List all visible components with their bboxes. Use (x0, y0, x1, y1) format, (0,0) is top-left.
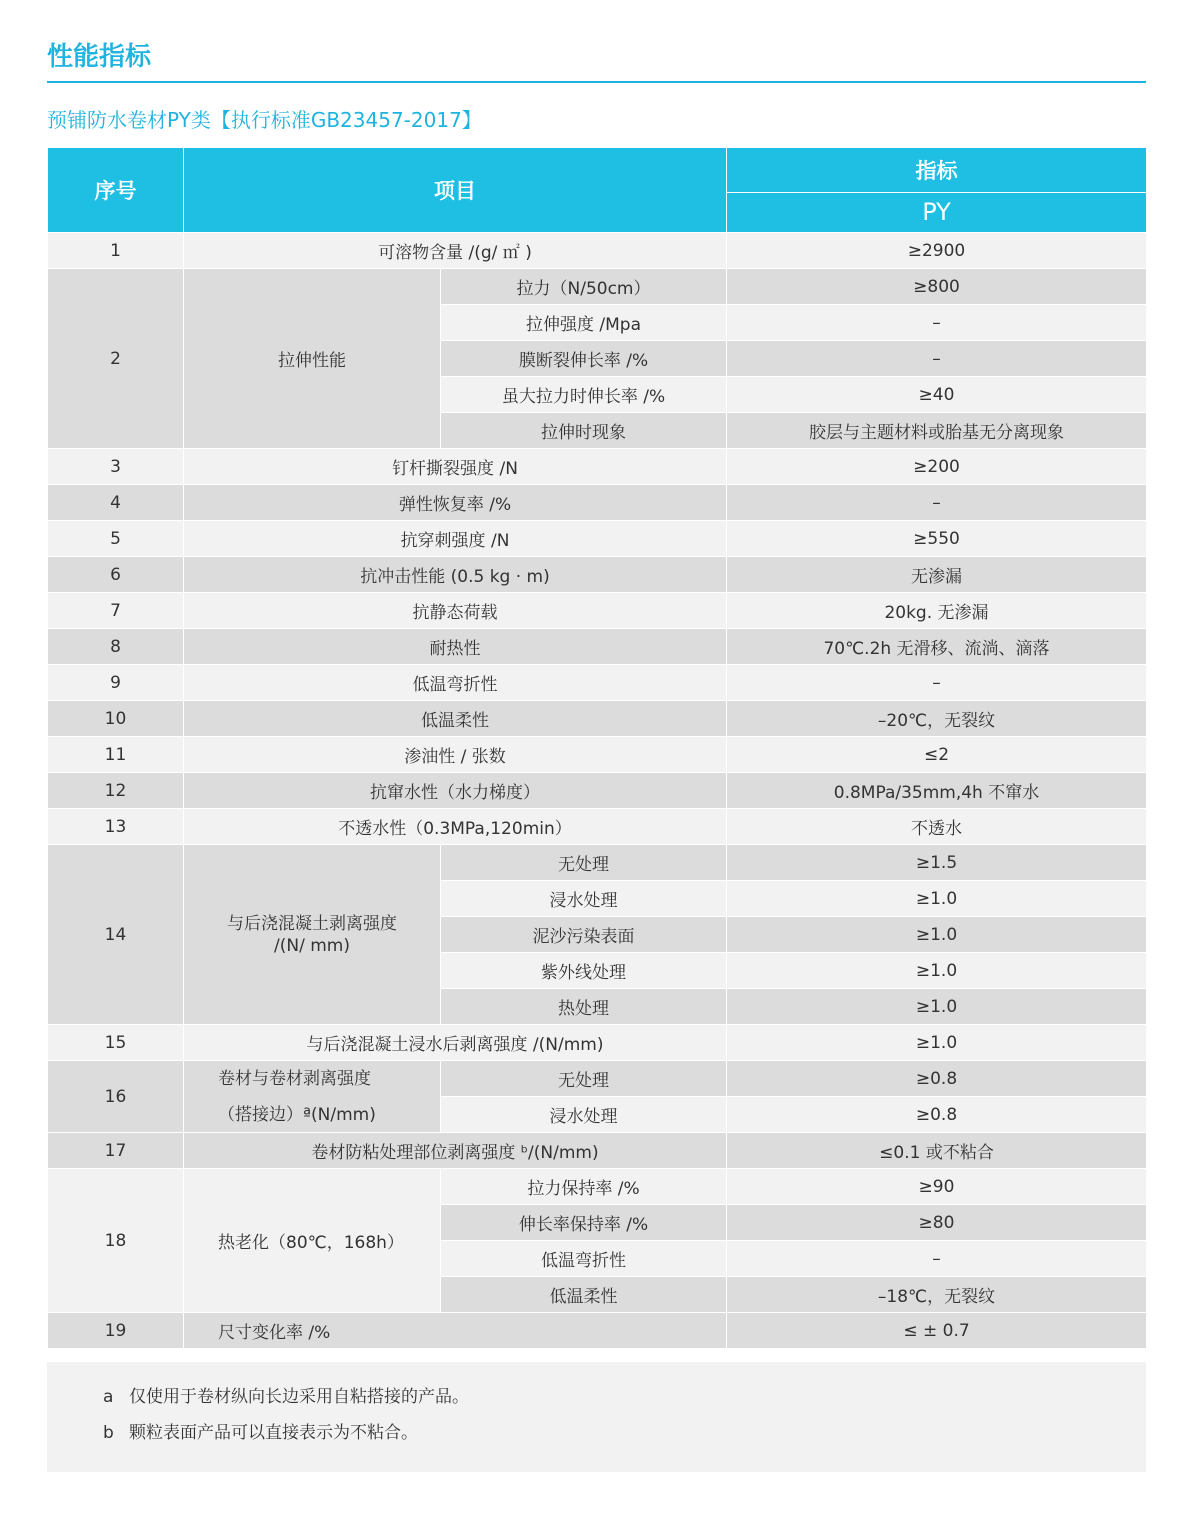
table-row (48, 1061, 1147, 1097)
table-row (48, 269, 1147, 305)
row-item: 抗穿刺强度 /N (184, 521, 727, 557)
row-item-line2: /(N/ mm) (274, 935, 350, 956)
row-value: 20kg. 无渗漏 (727, 593, 1147, 629)
table-row (48, 449, 1147, 485)
table-row (48, 1169, 1147, 1205)
row-sub-item: 膜断裂伸长率 /% (441, 341, 727, 377)
row-item: 不透水性（0.3MPa,120min） (184, 809, 727, 845)
row-seq: 9 (48, 665, 184, 701)
footnote-text: 颗粒表面产品可以直接表示为不粘合。 (129, 1423, 418, 1443)
table-row (48, 1133, 1147, 1169)
table-row (48, 557, 1147, 593)
row-sub-item: 无处理 (441, 1061, 727, 1097)
row-item: 抗冲击性能 (0.5 kg · m) (184, 557, 727, 593)
row-value: ≤ ± 0.7 (727, 1313, 1147, 1349)
row-seq: 1 (48, 233, 184, 269)
row-value: 70℃.2h 无滑移、流淌、滴落 (727, 629, 1147, 665)
table-row (48, 773, 1147, 809)
row-seq: 4 (48, 485, 184, 521)
row-seq: 2 (48, 269, 184, 449)
row-item: 卷材防粘处理部位剥离强度 ᵇ/(N/mm) (184, 1133, 727, 1169)
table-row (48, 809, 1147, 845)
footnote-mark: a (103, 1387, 114, 1407)
row-value: ≥1.0 (727, 953, 1147, 989)
table-row (48, 485, 1147, 521)
page-subtitle: 预铺防水卷材PY类【执行标准GB23457-2017】 (47, 108, 482, 132)
row-value: – (727, 485, 1147, 521)
row-item: 尺寸变化率 /% (184, 1313, 727, 1349)
row-item (184, 1061, 441, 1133)
row-value: ≥80 (727, 1205, 1147, 1241)
row-value: 胶层与主题材料或胎基无分离现象 (727, 413, 1147, 449)
row-sub-item: 拉伸强度 /Mpa (441, 305, 727, 341)
footnote-text: 仅使用于卷材纵向长边采用自粘搭接的产品。 (129, 1387, 469, 1407)
performance-table (47, 147, 1147, 1349)
row-sub-item: 伸长率保持率 /% (441, 1205, 727, 1241)
row-item-line2: （搭接边）ª(N/mm) (218, 1104, 376, 1125)
row-sub-item: 拉力保持率 /% (441, 1169, 727, 1205)
row-seq: 16 (48, 1061, 184, 1133)
row-item: 低温柔性 (184, 701, 727, 737)
row-value: – (727, 341, 1147, 377)
row-value: ≤2 (727, 737, 1147, 773)
row-item: 低温弯折性 (184, 665, 727, 701)
row-value: 无渗漏 (727, 557, 1147, 593)
row-seq: 10 (48, 701, 184, 737)
row-value: ≥550 (727, 521, 1147, 557)
row-seq: 12 (48, 773, 184, 809)
row-seq: 11 (48, 737, 184, 773)
row-sub-item: 低温弯折性 (441, 1241, 727, 1277)
row-sub-item: 浸水处理 (441, 1097, 727, 1133)
row-value: ≥800 (727, 269, 1147, 305)
row-seq: 18 (48, 1169, 184, 1313)
row-seq: 3 (48, 449, 184, 485)
row-item: 热老化（80℃，168h） (184, 1169, 441, 1313)
row-seq: 5 (48, 521, 184, 557)
row-value: ≥1.0 (727, 1025, 1147, 1061)
row-value: 不透水 (727, 809, 1147, 845)
row-sub-item: 拉力（N/50cm） (441, 269, 727, 305)
row-sub-item: 无处理 (441, 845, 727, 881)
row-item: 抗静态荷载 (184, 593, 727, 629)
header-indicator: 指标 (727, 148, 1147, 193)
footnote-a (103, 1382, 469, 1407)
header-item: 项目 (184, 148, 727, 233)
title-divider (47, 81, 1146, 83)
footnote-b (103, 1418, 418, 1443)
row-item: 耐热性 (184, 629, 727, 665)
row-seq: 19 (48, 1313, 184, 1349)
header-py: PY (727, 192, 1147, 232)
row-value: ≤0.1 或不粘合 (727, 1133, 1147, 1169)
table-row (48, 845, 1147, 881)
row-item: 与后浇混凝土浸水后剥离强度 /(N/mm) (184, 1025, 727, 1061)
row-seq: 7 (48, 593, 184, 629)
row-value: ≥90 (727, 1169, 1147, 1205)
page-title: 性能指标 (47, 42, 152, 72)
row-item: 渗油性 / 张数 (184, 737, 727, 773)
header-seq: 序号 (48, 148, 184, 233)
table-row (48, 665, 1147, 701)
row-seq: 6 (48, 557, 184, 593)
row-sub-item: 紫外线处理 (441, 953, 727, 989)
footnotes (47, 1362, 1146, 1472)
row-value: ≥1.0 (727, 917, 1147, 953)
row-item-line1: 与后浇混凝土剥离强度 (227, 913, 397, 934)
row-item (184, 845, 441, 1025)
row-value: –18℃，无裂纹 (727, 1277, 1147, 1313)
row-seq: 17 (48, 1133, 184, 1169)
table-row (48, 233, 1147, 269)
row-value: ≥2900 (727, 233, 1147, 269)
row-value: ≥0.8 (727, 1061, 1147, 1097)
row-value: ≥1.0 (727, 989, 1147, 1025)
row-seq: 8 (48, 629, 184, 665)
row-value: 0.8MPa/35mm,4h 不窜水 (727, 773, 1147, 809)
row-sub-item: 热处理 (441, 989, 727, 1025)
row-sub-item: 浸水处理 (441, 881, 727, 917)
table-row (48, 737, 1147, 773)
row-item: 拉伸性能 (184, 269, 441, 449)
footnote-mark: b (103, 1423, 114, 1443)
row-sub-item: 低温柔性 (441, 1277, 727, 1313)
row-sub-item: 泥沙污染表面 (441, 917, 727, 953)
row-seq: 13 (48, 809, 184, 845)
row-item: 钉杆撕裂强度 /N (184, 449, 727, 485)
row-seq: 14 (48, 845, 184, 1025)
table-row (48, 593, 1147, 629)
row-value: ≥0.8 (727, 1097, 1147, 1133)
row-value: – (727, 665, 1147, 701)
table-row (48, 629, 1147, 665)
row-value: – (727, 305, 1147, 341)
row-value: –20℃，无裂纹 (727, 701, 1147, 737)
row-value: ≥40 (727, 377, 1147, 413)
row-value: – (727, 1241, 1147, 1277)
table-row (48, 1313, 1147, 1349)
row-value: ≥1.0 (727, 881, 1147, 917)
row-value: ≥1.5 (727, 845, 1147, 881)
row-sub-item: 虽大拉力时伸长率 /% (441, 377, 727, 413)
row-item: 弹性恢复率 /% (184, 485, 727, 521)
table-row (48, 701, 1147, 737)
row-value: ≥200 (727, 449, 1147, 485)
row-item: 可溶物含量 /(g/ ㎡ ) (184, 233, 727, 269)
table-row (48, 521, 1147, 557)
table-row (48, 1025, 1147, 1061)
row-item: 抗窜水性（水力梯度） (184, 773, 727, 809)
row-seq: 15 (48, 1025, 184, 1061)
row-sub-item: 拉伸时现象 (441, 413, 727, 449)
row-item-line1: 卷材与卷材剥离强度 (218, 1068, 371, 1089)
